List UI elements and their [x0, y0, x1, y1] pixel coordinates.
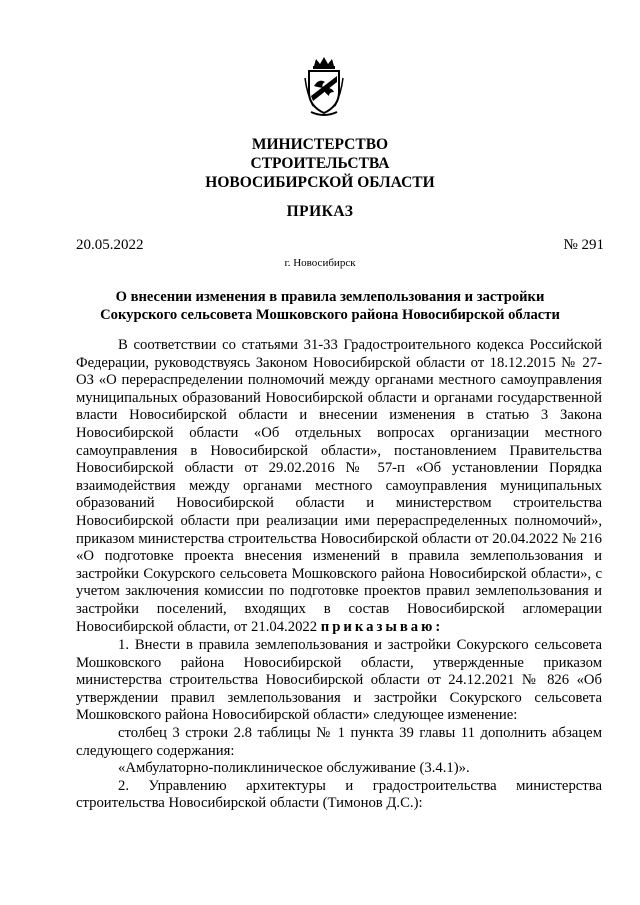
paragraph-item-1: 1. Внести в правила землепользования и застройки Сокурского сельсовета Мошковского района Новосибирской области, утвержденные приказом министерства строительства Новосибирской области от 24.12.2021 № 826 «Об утверждении правил землепользования и застройки Сокурского сельсовета Мошковского района Новосибирской области» следующее изменение:	[76, 637, 602, 724]
document-city: г. Новосибирск	[284, 257, 356, 269]
ministry-line-1: МИНИСТЕРСТВО	[251, 136, 389, 153]
novosibirsk-coat-of-arms-icon	[301, 56, 347, 118]
document-title	[60, 288, 600, 324]
paragraph-quote: «Амбулаторно-поликлиническое обслуживание (3.4.1)».	[118, 760, 470, 777]
order-colon: :	[435, 618, 441, 635]
title-line-2: Сокурского сельсовета Мошковского района Новосибирской области	[100, 307, 560, 323]
document-body	[76, 337, 602, 813]
document-date: 20.05.2022	[76, 237, 144, 253]
paragraph-preamble	[76, 337, 602, 636]
document-number: № 291	[563, 237, 604, 253]
ministry-line-2: СТРОИТЕЛЬСТВА	[250, 155, 390, 172]
preamble-text: В соответствии со статьями 31-33 Градостроительного кодекса Российской Федерации, руководствуясь Законом Новосибирской области от 18.12.2015 № 27-ОЗ «О перераспределении полномочий между органами местного самоуправления муниципальных образований Новосибирской области и органами государственной власти Новосибирской области и внесении изменения в статью 3 Закона Новосибирской области «Об отдельных вопросах организации местного самоуправления в Новосибирской области», постановлением Правительства Новосибирской области от 29.02.2016 № 57-п «Об установлении Порядка взаимодействия между органами местного самоуправления муниципальных образований Новосибирской области и министерством строительства Новосибирской области при реализации ими перераспределенных полномочий», приказом министерства строительства Новосибирской области от 20.04.2022 № 216 «О подготовке проекта внесения изменений в правила землепользования и застройки Сокурского сельсовета Мошковского района Новосибирской области», с учетом заключения комиссии по подготовке проектов правил землепользования и застройки поселений, входящих в состав Новосибирской агломерации Новосибирской области, от 21.04.2022	[76, 337, 602, 635]
order-word: приказываю	[320, 618, 436, 635]
ministry-line-3: НОВОСИБИРСКОЙ ОБЛАСТИ	[205, 174, 435, 191]
document-type: ПРИКАЗ	[286, 203, 354, 220]
paragraph-item-2: 2. Управлению архитектуры и градостроительства министерства строительства Новосибирской области (Тимонов Д.С.):	[76, 777, 602, 812]
title-line-1: О внесении изменения в правила землепользования и застройки	[115, 289, 545, 305]
ministry-name	[0, 135, 640, 192]
paragraph-column-change: столбец 3 строки 2.8 таблицы № 1 пункта 39 главы 11 дополнить абзацем следующего содержания:	[76, 725, 602, 759]
